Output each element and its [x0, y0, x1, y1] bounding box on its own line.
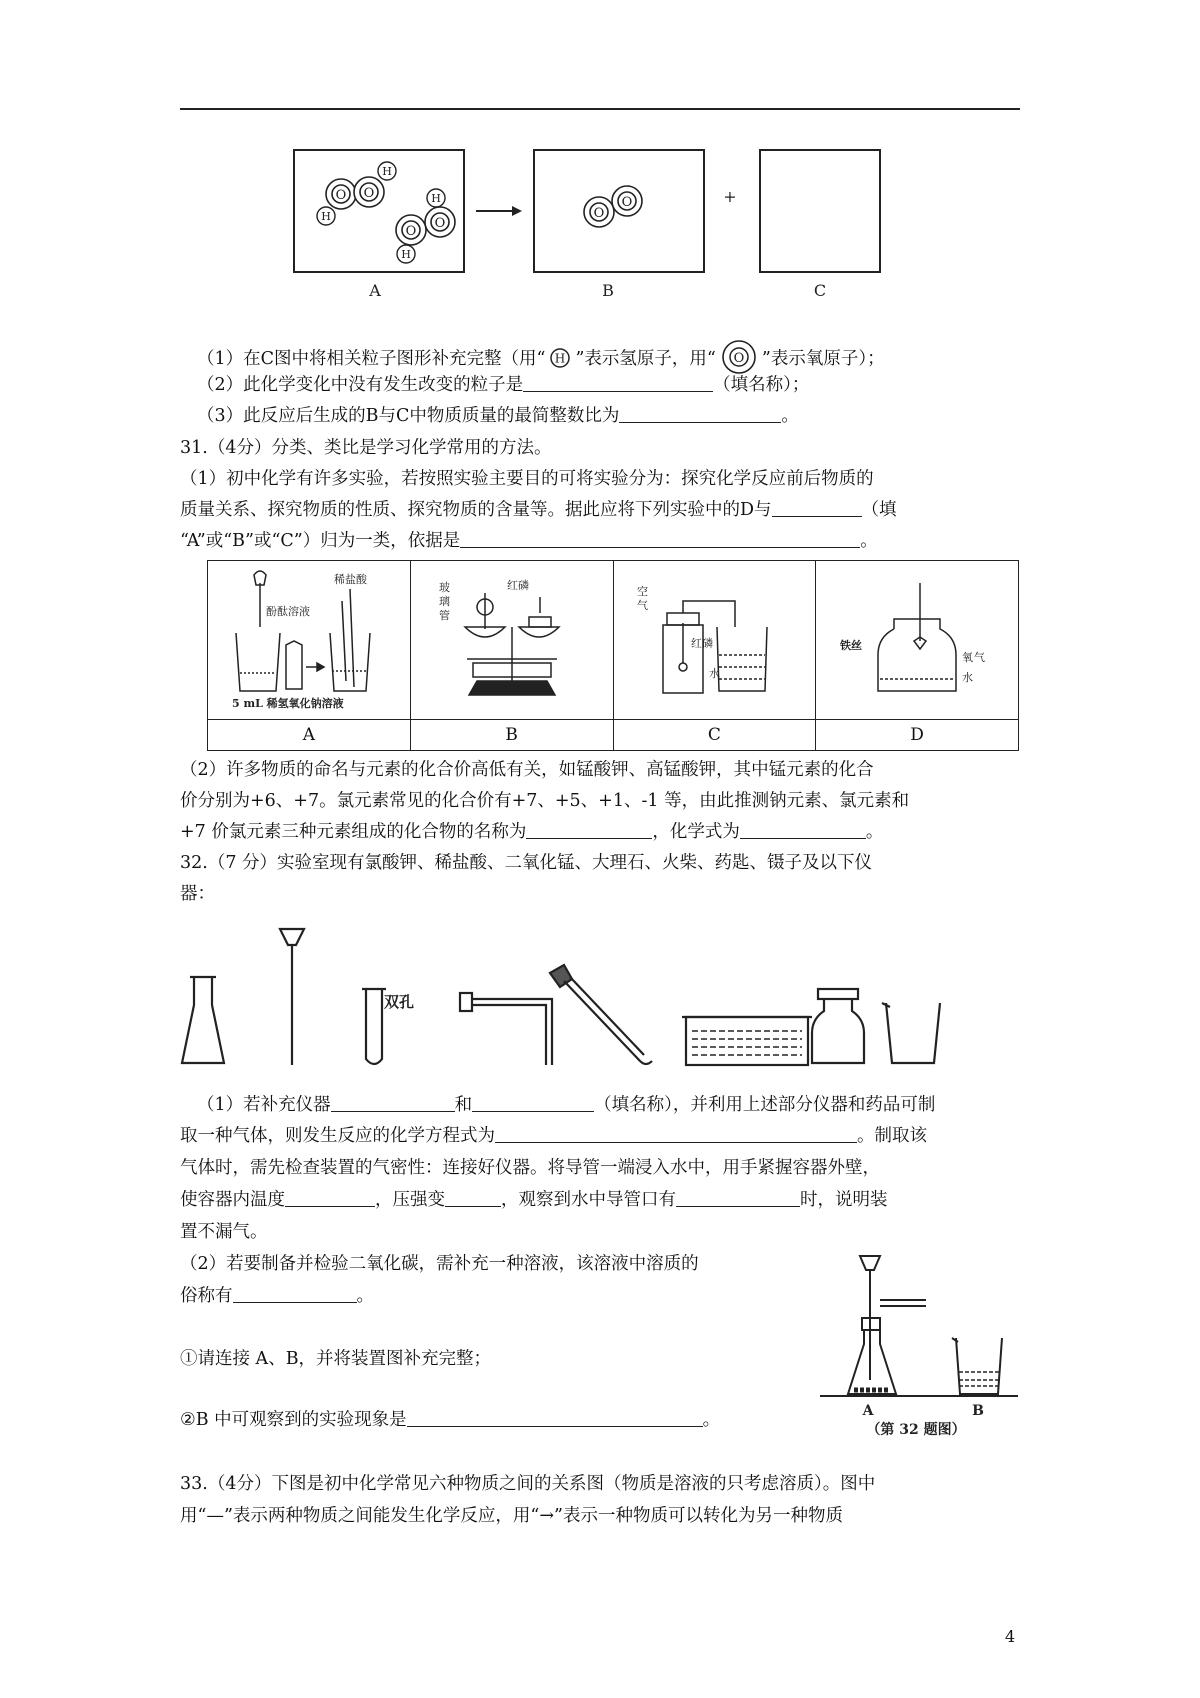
q31-p2-line3: +7 价氯元素三种元素组成的化合物的名称为 ，化学式为 。 [180, 822, 884, 842]
q31-p1-line2: 质量关系、探究物质的性质、探究物质的含量等。据此应将下列实验中的D与 （填 [180, 500, 897, 520]
q32-p1-line5: 置不漏气。 [180, 1222, 268, 1242]
two-hole-stopper-label: 双孔 [384, 993, 415, 1011]
label-a: A [369, 281, 381, 300]
answer-blank[interactable] [676, 1189, 800, 1207]
svg-text:5 mL 稀氢氧化钠溶液: 5 mL 稀氢氧化钠溶液 [231, 697, 344, 710]
q32-p2-line2: 俗称有 。 [180, 1286, 374, 1306]
answer-blank[interactable] [285, 1189, 375, 1207]
svg-text:稀盐酸: 稀盐酸 [333, 573, 367, 586]
q31-p2-line1: （2）许多物质的命名与元素的化合价高低有关，如锰酸钾、高锰酸钾，其中锰元素的化合 [180, 760, 874, 780]
answer-blank[interactable] [526, 821, 652, 839]
answer-blank[interactable] [460, 530, 860, 548]
experiment-a-figure [208, 561, 411, 720]
q30-part3: （3）此反应后生成的B与C中物质质量的最简整数比为 。 [197, 406, 799, 426]
q31-title: 31.（4分）分类、类比是学习化学常用的方法。 [180, 438, 552, 458]
svg-text:水: 水 [962, 671, 974, 684]
svg-text:铁丝: 铁丝 [840, 639, 863, 652]
q30-part2: （2）此化学变化中没有发生改变的粒子是 （填名称）； [197, 375, 810, 395]
svg-text:气: 气 [974, 651, 986, 664]
svg-text:O: O [733, 351, 745, 366]
svg-text:O: O [363, 186, 375, 201]
q31-p2-line2: 价分别为+6、+7。氯元素常见的化合价有+7、+5、+1、-1 等，由此推测钠元素、氯元素和 [180, 791, 910, 811]
experiment-table: 稀盐酸 酚酞溶液 5 mL 稀氢氧化钠溶液 玻 璃 管 红磷 空 气 红磷 水 铁丝 氧 气 水 A B C D [207, 560, 1019, 751]
q32-p2-line1: （2）若要制备并检验二氧化碳，需补充一种溶液，该溶液中溶质的 [180, 1254, 699, 1274]
q32-p1-line1: （1）若补充仪器 和 （填名称），并利用上述部分仪器和药品可制 [197, 1095, 936, 1115]
svg-text:红磷: 红磷 [691, 637, 714, 650]
reaction-diagram [290, 146, 890, 306]
label-b: B [602, 281, 614, 300]
q32-sub2: ②B 中可观察到的实验现象是 。 [180, 1410, 721, 1430]
oxygen-atom-icon [716, 339, 762, 375]
q32-p1-line2: 取一种气体，则发生反应的化学方程式为 。制取该 [180, 1126, 927, 1146]
q33-line2: 用“—”表示两种物质之间能发生化学反应，用“→”表示一种物质可以转化为另一种物质 [180, 1506, 843, 1526]
svg-text:O: O [405, 224, 417, 239]
svg-text:酚酞溶液: 酚酞溶液 [265, 605, 310, 618]
instruments-figure [180, 915, 1030, 1075]
plus-sign: + [723, 187, 737, 206]
q30-part1: （1）在C图中将相关粒子图形补充完整（用“ H ”表示氢原子，用“ O ”表示氧原子）； [197, 339, 885, 375]
q31-p1-line3: “A”或“B”或“C”）归为一类，依据是 。 [180, 531, 878, 551]
answer-blank[interactable] [472, 1094, 594, 1112]
svg-text:H: H [555, 351, 566, 366]
answer-blank[interactable] [233, 1285, 357, 1303]
svg-text:H: H [321, 210, 331, 223]
svg-text:玻: 玻 [438, 581, 450, 594]
svg-text:H: H [382, 165, 392, 178]
answer-blank[interactable] [772, 499, 862, 517]
svg-text:（第 32 题图）: （第 32 题图） [866, 1422, 966, 1438]
svg-text:气: 气 [637, 599, 649, 612]
experiment-b-figure [410, 561, 613, 720]
svg-text:水: 水 [709, 667, 721, 680]
q32-sub1: ①请连接 A、B，并将装置图补充完整； [180, 1349, 492, 1369]
q32-title-line2: 器： [180, 884, 215, 904]
svg-text:H: H [431, 192, 441, 205]
svg-text:O: O [621, 195, 633, 210]
svg-text:O: O [434, 216, 446, 231]
q32-p1-line4: 使容器内温度 ，压强变 ，观察到水中导管口有 时，说明装 [180, 1190, 888, 1210]
label-c: C [813, 281, 827, 300]
svg-text:氧: 氧 [962, 651, 974, 664]
answer-blank[interactable] [740, 821, 866, 839]
arrow-icon [512, 206, 522, 216]
svg-text:O: O [593, 206, 605, 221]
q32-p1-line3: 气体时，需先检查装置的气密性：连接好仪器。将导管一端浸入水中，用手紧握容器外壁， [180, 1158, 880, 1178]
experiment-d-figure [816, 561, 1019, 720]
answer-blank[interactable] [445, 1189, 501, 1207]
answer-blank[interactable] [331, 1094, 455, 1112]
svg-text:空: 空 [637, 585, 649, 598]
header-rule [180, 108, 1020, 110]
svg-text:管: 管 [438, 609, 450, 622]
q33-line1: 33.（4分）下图是初中化学常见六种物质之间的关系图（物质是溶液的只考虑溶质）。图中 [180, 1474, 876, 1494]
q31-p1-line1: （1）初中化学有许多实验，若按照实验主要目的可将实验分为：探究化学反应前后物质的 [180, 469, 874, 489]
q32-apparatus-figure [820, 1240, 1020, 1440]
svg-text:B: B [972, 1403, 984, 1419]
answer-blank[interactable] [619, 405, 781, 423]
answer-blank[interactable] [495, 1125, 857, 1143]
page-number: 4 [1005, 1627, 1016, 1646]
svg-text:A: A [862, 1403, 874, 1419]
hydrogen-atom-icon [317, 162, 445, 263]
svg-text:O: O [335, 188, 347, 203]
svg-text:红磷: 红磷 [506, 579, 529, 592]
svg-text:H: H [401, 248, 411, 261]
answer-blank[interactable] [523, 374, 713, 392]
hydrogen-atom-icon [545, 347, 575, 369]
experiment-c-figure [613, 561, 816, 720]
q32-title-line1: 32.（7 分）实验室现有氯酸钾、稀盐酸、二氧化锰、大理石、火柴、药匙、镊子及以下仪 [180, 853, 873, 873]
answer-blank[interactable] [407, 1409, 703, 1427]
svg-text:璃: 璃 [438, 595, 450, 608]
